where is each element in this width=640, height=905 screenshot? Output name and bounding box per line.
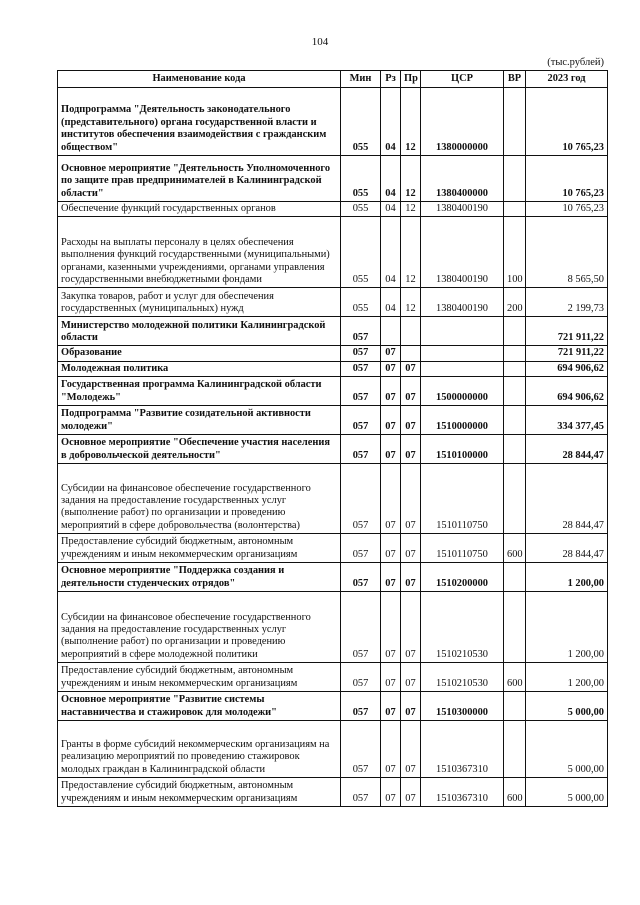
- cell-name: Субсидии на финансовое обеспечение государственного задания на предоставление государственных услуг (выполнение работ) по организации и проведению мероприятий в сфере молодежной политики: [58, 592, 341, 663]
- cell-name: Закупка товаров, работ и услуг для обеспечения государственных (муниципальных) нужд: [58, 288, 341, 317]
- cell-csr: 1510110750: [421, 534, 504, 563]
- cell-pr: 07: [401, 406, 421, 435]
- cell-pr: 07: [401, 435, 421, 464]
- cell-vr: [504, 317, 526, 346]
- cell-vr: [504, 88, 526, 156]
- header-rz: Рз: [381, 71, 401, 88]
- cell-vr: [504, 346, 526, 361]
- cell-amount: 10 765,23: [526, 88, 608, 156]
- cell-min: 055: [341, 156, 381, 202]
- cell-pr: 12: [401, 217, 421, 288]
- cell-pr: 07: [401, 464, 421, 534]
- cell-csr: 1510210530: [421, 663, 504, 692]
- table-row: [58, 692, 608, 721]
- cell-min: 055: [341, 202, 381, 217]
- header-year: 2023 год: [526, 71, 608, 88]
- cell-rz: 07: [381, 592, 401, 663]
- cell-rz: 04: [381, 156, 401, 202]
- table-row: [58, 202, 608, 217]
- cell-csr: 1510367310: [421, 778, 504, 807]
- cell-amount: 694 906,62: [526, 361, 608, 376]
- cell-amount: 1 200,00: [526, 563, 608, 592]
- cell-min: 057: [341, 464, 381, 534]
- cell-pr: 12: [401, 88, 421, 156]
- cell-csr: 1500000000: [421, 377, 504, 406]
- cell-amount: 8 565,50: [526, 217, 608, 288]
- cell-amount: 334 377,45: [526, 406, 608, 435]
- cell-rz: 07: [381, 435, 401, 464]
- cell-name: Подпрограмма "Развитие созидательной активности молодежи": [58, 406, 341, 435]
- cell-min: 057: [341, 721, 381, 778]
- cell-name: Субсидии на финансовое обеспечение государственного задания на предоставление государственных услуг (выполнение работ) по организации и проведению мероприятий в сфере добровольчества (волонтерства): [58, 464, 341, 534]
- header-min: Мин: [341, 71, 381, 88]
- cell-csr: 1510100000: [421, 435, 504, 464]
- cell-min: 057: [341, 435, 381, 464]
- header-vr: ВР: [504, 71, 526, 88]
- cell-pr: 07: [401, 721, 421, 778]
- cell-name: Основное мероприятие "Поддержка создания и деятельности студенческих отрядов": [58, 563, 341, 592]
- cell-csr: 1510367310: [421, 721, 504, 778]
- cell-vr: 100: [504, 217, 526, 288]
- cell-amount: 721 911,22: [526, 317, 608, 346]
- cell-pr: 07: [401, 377, 421, 406]
- cell-amount: 1 200,00: [526, 592, 608, 663]
- table-row: [58, 663, 608, 692]
- table-row: [58, 156, 608, 202]
- cell-amount: 2 199,73: [526, 288, 608, 317]
- cell-amount: 10 765,23: [526, 202, 608, 217]
- cell-vr: [504, 721, 526, 778]
- cell-rz: 07: [381, 721, 401, 778]
- cell-pr: 07: [401, 361, 421, 376]
- cell-min: 055: [341, 288, 381, 317]
- cell-min: 057: [341, 317, 381, 346]
- cell-name: Обеспечение функций государственных органов: [58, 202, 341, 217]
- table-row: [58, 361, 608, 376]
- table-row: [58, 406, 608, 435]
- cell-vr: [504, 202, 526, 217]
- cell-vr: [504, 563, 526, 592]
- cell-pr: 12: [401, 202, 421, 217]
- table-row: [58, 317, 608, 346]
- cell-csr: 1380400000: [421, 156, 504, 202]
- cell-amount: 28 844,47: [526, 464, 608, 534]
- cell-vr: 600: [504, 663, 526, 692]
- cell-csr: 1510300000: [421, 692, 504, 721]
- units-label: (тыс.рублей): [547, 57, 604, 68]
- cell-rz: 07: [381, 563, 401, 592]
- cell-min: 057: [341, 663, 381, 692]
- cell-min: 055: [341, 88, 381, 156]
- cell-csr: 1510210530: [421, 592, 504, 663]
- cell-rz: 07: [381, 778, 401, 807]
- cell-min: 057: [341, 377, 381, 406]
- cell-min: 057: [341, 563, 381, 592]
- cell-vr: [504, 692, 526, 721]
- cell-vr: [504, 592, 526, 663]
- cell-rz: 04: [381, 288, 401, 317]
- cell-amount: 28 844,47: [526, 534, 608, 563]
- cell-amount: 10 765,23: [526, 156, 608, 202]
- table-row: [58, 534, 608, 563]
- cell-pr: 07: [401, 692, 421, 721]
- cell-vr: 200: [504, 288, 526, 317]
- table-header-row: [58, 71, 608, 88]
- cell-rz: 07: [381, 377, 401, 406]
- cell-csr: 1380400190: [421, 288, 504, 317]
- table-row: [58, 778, 608, 807]
- cell-rz: 07: [381, 464, 401, 534]
- cell-name: Молодежная политика: [58, 361, 341, 376]
- cell-pr: [401, 346, 421, 361]
- table-row: [58, 217, 608, 288]
- cell-pr: 07: [401, 592, 421, 663]
- cell-vr: [504, 377, 526, 406]
- cell-amount: 694 906,62: [526, 377, 608, 406]
- table-row: [58, 592, 608, 663]
- cell-vr: 600: [504, 534, 526, 563]
- table-row: [58, 377, 608, 406]
- cell-min: 057: [341, 592, 381, 663]
- cell-amount: 5 000,00: [526, 778, 608, 807]
- cell-csr: [421, 361, 504, 376]
- header-pr: Пр: [401, 71, 421, 88]
- cell-amount: 721 911,22: [526, 346, 608, 361]
- table-row: [58, 721, 608, 778]
- table-row: [58, 288, 608, 317]
- header-csr: ЦСР: [421, 71, 504, 88]
- page-number: 104: [311, 36, 329, 48]
- cell-min: 057: [341, 534, 381, 563]
- cell-rz: 07: [381, 361, 401, 376]
- cell-pr: 12: [401, 288, 421, 317]
- cell-amount: 5 000,00: [526, 721, 608, 778]
- cell-name: Основное мероприятие "Развитие системы наставничества и стажировок для молодежи": [58, 692, 341, 721]
- cell-rz: 07: [381, 346, 401, 361]
- cell-rz: [381, 317, 401, 346]
- cell-pr: 07: [401, 534, 421, 563]
- cell-min: 057: [341, 778, 381, 807]
- cell-name: Министерство молодежной политики Калининградской области: [58, 317, 341, 346]
- cell-amount: 1 200,00: [526, 663, 608, 692]
- table-row: [58, 435, 608, 464]
- cell-min: 057: [341, 346, 381, 361]
- cell-name: Подпрограмма "Деятельность законодательного (представительного) органа государственной власти и институтов обеспечения взаимодействия с гражданским обществом": [58, 88, 341, 156]
- cell-pr: 07: [401, 778, 421, 807]
- cell-name: Гранты в форме субсидий некоммерческим организациям на реализацию мероприятий по проведению стажировок молодых граждан в Калининградской области: [58, 721, 341, 778]
- cell-pr: 07: [401, 563, 421, 592]
- cell-name: Государственная программа Калининградской области "Молодежь": [58, 377, 341, 406]
- cell-rz: 04: [381, 88, 401, 156]
- cell-csr: 1380400190: [421, 202, 504, 217]
- table-row: [58, 563, 608, 592]
- cell-csr: 1510110750: [421, 464, 504, 534]
- cell-csr: 1510000000: [421, 406, 504, 435]
- cell-min: 057: [341, 692, 381, 721]
- cell-vr: [504, 156, 526, 202]
- cell-name: Основное мероприятие "Деятельность Уполномоченного по защите прав предпринимателей в Калининградской области": [58, 156, 341, 202]
- cell-csr: [421, 317, 504, 346]
- cell-vr: 600: [504, 778, 526, 807]
- table-row: [58, 346, 608, 361]
- cell-amount: 5 000,00: [526, 692, 608, 721]
- cell-pr: 07: [401, 663, 421, 692]
- cell-csr: 1380000000: [421, 88, 504, 156]
- cell-name: Образование: [58, 346, 341, 361]
- table-row: [58, 88, 608, 156]
- cell-name: Предоставление субсидий бюджетным, автономным учреждениям и иным некоммерческим организациям: [58, 778, 341, 807]
- cell-vr: [504, 435, 526, 464]
- cell-rz: 04: [381, 202, 401, 217]
- cell-name: Основное мероприятие "Обеспечение участия населения в добровольческой деятельности": [58, 435, 341, 464]
- budget-table: [57, 70, 608, 807]
- cell-vr: [504, 406, 526, 435]
- cell-vr: [504, 361, 526, 376]
- cell-min: 055: [341, 217, 381, 288]
- cell-csr: 1510200000: [421, 563, 504, 592]
- cell-amount: 28 844,47: [526, 435, 608, 464]
- cell-rz: 07: [381, 406, 401, 435]
- cell-rz: 07: [381, 692, 401, 721]
- cell-pr: [401, 317, 421, 346]
- header-name: Наименование кода: [58, 71, 341, 88]
- cell-csr: [421, 346, 504, 361]
- cell-csr: 1380400190: [421, 217, 504, 288]
- table-row: [58, 464, 608, 534]
- cell-name: Расходы на выплаты персоналу в целях обеспечения выполнения функций государственными (муниципальными) органами, казенными учреждениями, органами управления государственными внебюджетными фондами: [58, 217, 341, 288]
- cell-name: Предоставление субсидий бюджетным, автономным учреждениям и иным некоммерческим организациям: [58, 534, 341, 563]
- cell-min: 057: [341, 406, 381, 435]
- cell-pr: 12: [401, 156, 421, 202]
- cell-rz: 07: [381, 663, 401, 692]
- cell-rz: 04: [381, 217, 401, 288]
- cell-min: 057: [341, 361, 381, 376]
- cell-rz: 07: [381, 534, 401, 563]
- cell-vr: [504, 464, 526, 534]
- cell-name: Предоставление субсидий бюджетным, автономным учреждениям и иным некоммерческим организациям: [58, 663, 341, 692]
